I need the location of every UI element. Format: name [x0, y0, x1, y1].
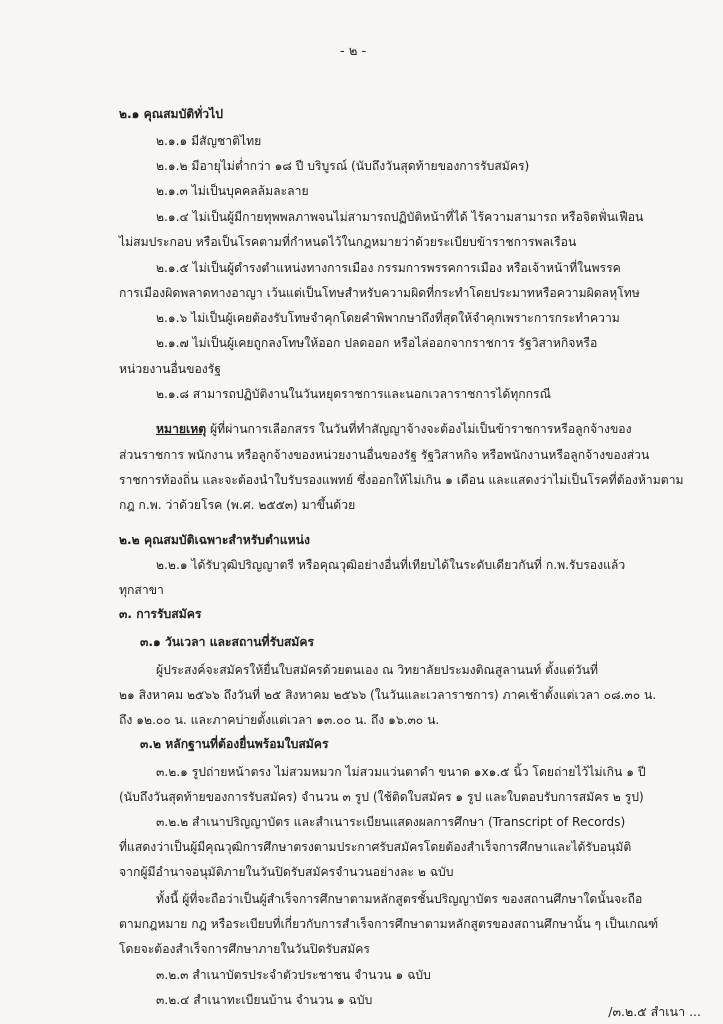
section-3-1-line2: ๒๑ สิงหาคม ๒๕๖๖ ถึงวันที่ ๒๕ สิงหาคม ๒๕๖๖ (ในวันและเวลาราชการ) ภาคเช้าตั้งแต่เวลา ๐๘.๓๐ น. [119, 688, 657, 702]
item-2-1-7-line2: หน่วยงานอื่นของรัฐ [119, 362, 221, 376]
item-2-1-5-line1: ๒.๑.๕ ไม่เป็นผู้ดำรงตำแหน่งทางการเมือง กรรมการพรรคการเมือง หรือเจ้าหน้าที่ในพรรค [156, 261, 621, 275]
note-all-line3: โดยจะต้องสำเร็จการศึกษาภายในวันปิดรับสมัคร [119, 942, 370, 956]
page-number: - ๒ - [340, 44, 367, 59]
note-line1 [156, 421, 632, 437]
item-3-2-2-line1: ๓.๒.๒ สำเนาปริญญาบัตร และสำเนาระเบียนแสดงผลการศึกษา (Transcript of Records) [156, 815, 626, 829]
item-2-1-8: ๒.๑.๘ สามารถปฏิบัติงานในวันหยุดราชการและนอกเวลาราชการได้ทุกกรณี [156, 387, 551, 401]
note-all-line1: ทั้งนี้ ผู้ที่จะถือว่าเป็นผู้สำเร็จการศึกษาตามหลักสูตรชั้นปริญญาบัตร ของสถานศึกษาใดนั้นจะถือ [156, 892, 643, 906]
note-line3: ราชการท้องถิ่น และจะต้องนำใบรับรองแพทย์ ซึ่งออกให้ไม่เกิน ๑ เดือน และแสดงว่าไม่เป็นโรคที่ต้องห้ามตาม [119, 473, 684, 487]
item-2-1-4-line2: ไม่สมประกอบ หรือเป็นโรคตามที่กำหนดไว้ในกฎหมายว่าด้วยระเบียบข้าราชการพลเรือน [119, 235, 577, 249]
section-3-2-heading: ๓.๒ หลักฐานที่ต้องยื่นพร้อมใบสมัคร [140, 737, 329, 751]
note-label: หมายเหตุ [156, 422, 207, 436]
note-line2: ส่วนราชการ พนักงาน หรือลูกจ้างของหน่วยงานอื่นของรัฐ รัฐวิสาหกิจ หรือพนักงานหรือลูกจ้างของส่วน [119, 448, 650, 462]
item-2-1-3: ๒.๑.๓ ไม่เป็นบุคคลล้มละลาย [156, 184, 309, 198]
section-3-1-heading: ๓.๑ วันเวลา และสถานที่รับสมัคร [140, 635, 315, 649]
section-2-2-heading: ๒.๒ คุณสมบัติเฉพาะสำหรับตำแหน่ง [119, 533, 310, 547]
item-3-2-3: ๓.๒.๓ สำเนาบัตรประจำตัวประชาชน จำนวน ๑ ฉบับ [156, 968, 431, 982]
section-3-1-line3: ถึง ๑๒.๐๐ น. และภาคบ่ายตั้งแต่เวลา ๑๓.๐๐ น. ถึง ๑๖.๓๐ น. [119, 713, 440, 727]
item-2-1-1: ๒.๑.๑ มีสัญชาติไทย [156, 134, 262, 148]
item-2-1-6: ๒.๑.๖ ไม่เป็นผู้เคยต้องรับโทษจำคุกโดยคำพิพากษาถึงที่สุดให้จำคุกเพราะการกระทำความ [156, 311, 620, 325]
item-2-1-2: ๒.๑.๒ มีอายุไม่ต่ำกว่า ๑๘ ปี บริบูรณ์ (นับถึงวันสุดท้ายของการรับสมัคร) [156, 159, 530, 173]
item-2-1-7-line1: ๒.๑.๗ ไม่เป็นผู้เคยถูกลงโทษให้ออก ปลดออก หรือไล่ออกจากราชการ รัฐวิสาหกิจหรือ [156, 336, 598, 350]
item-3-2-2-line2: ที่แสดงว่าเป็นผู้มีคุณวุฒิการศึกษาตรงตามประกาศรับสมัครโดยต้องสำเร็จการศึกษาและได้รับอนุมัติ [119, 840, 632, 854]
footer-continuation: /๓.๒.๕ สำเนา ... [608, 1004, 701, 1019]
note-all-line2: ตามกฎหมาย กฎ หรือระเบียบที่เกี่ยวกับการสำเร็จการศึกษาตามหลักสูตรของสถานศึกษานั้น ๆ เป็นเกณฑ์ [119, 917, 659, 931]
item-2-2-1-line1: ๒.๒.๑ ได้รับวุฒิปริญญาตรี หรือคุณวุฒิอย่างอื่นที่เทียบได้ในระดับเดียวกันที่ ก.พ.รับรองแล้ว [156, 558, 626, 572]
item-2-1-5-line2: การเมืองผิดพลาดทางอาญา เว้นแต่เป็นโทษสำหรับความผิดที่กระทำโดยประมาทหรือความผิดลหุโทษ [119, 286, 640, 300]
section-3-heading: ๓. การรับสมัคร [119, 607, 202, 621]
item-2-2-1-line2: ทุกสาขา [119, 583, 164, 597]
item-3-2-1-line1: ๓.๒.๑ รูปถ่ายหน้าตรง ไม่สวมหมวก ไม่สวมแว่นตาดำ ขนาด ๑x๑.๕ นิ้ว โดยถ่ายไว้ไม่เกิน ๑ ปี [156, 765, 646, 779]
note-text-1: ผู้ที่ผ่านการเลือกสรร ในวันที่ทำสัญญาจ้างจะต้องไม่เป็นข้าราชการหรือลูกจ้างของ [206, 422, 632, 436]
item-3-2-1-line2: (นับถึงวันสุดท้ายของการรับสมัคร) จำนวน ๓ รูป (ใช้ติดใบสมัคร ๑ รูป และใบตอบรับการสมัคร ๒ รูป) [119, 790, 644, 804]
item-2-1-4-line1: ๒.๑.๔ ไม่เป็นผู้มีกายทุพพลภาพจนไม่สามารถปฏิบัติหน้าที่ได้ ไร้ความสามารถ หรือจิตฟั่นเฟือน [156, 210, 644, 224]
item-3-2-4: ๓.๒.๔ สำเนาทะเบียนบ้าน จำนวน ๑ ฉบับ [156, 993, 373, 1007]
note-line4: กฎ ก.พ. ว่าด้วยโรค (พ.ศ. ๒๕๕๓) มาขึ้นด้วย [119, 498, 356, 512]
section-2-1-heading: ๒.๑ คุณสมบัติทั่วไป [119, 107, 223, 121]
item-3-2-2-line3: จากผู้มีอำนาจอนุมัติภายในวันปิดรับสมัครจำนวนอย่างละ ๒ ฉบับ [119, 865, 454, 879]
section-3-1-line1: ผู้ประสงค์จะสมัครให้ยื่นใบสมัครด้วยตนเอง ณ วิทยาลัยประมงติณสูลานนท์ ตั้งแต่วันที่ [156, 663, 598, 677]
